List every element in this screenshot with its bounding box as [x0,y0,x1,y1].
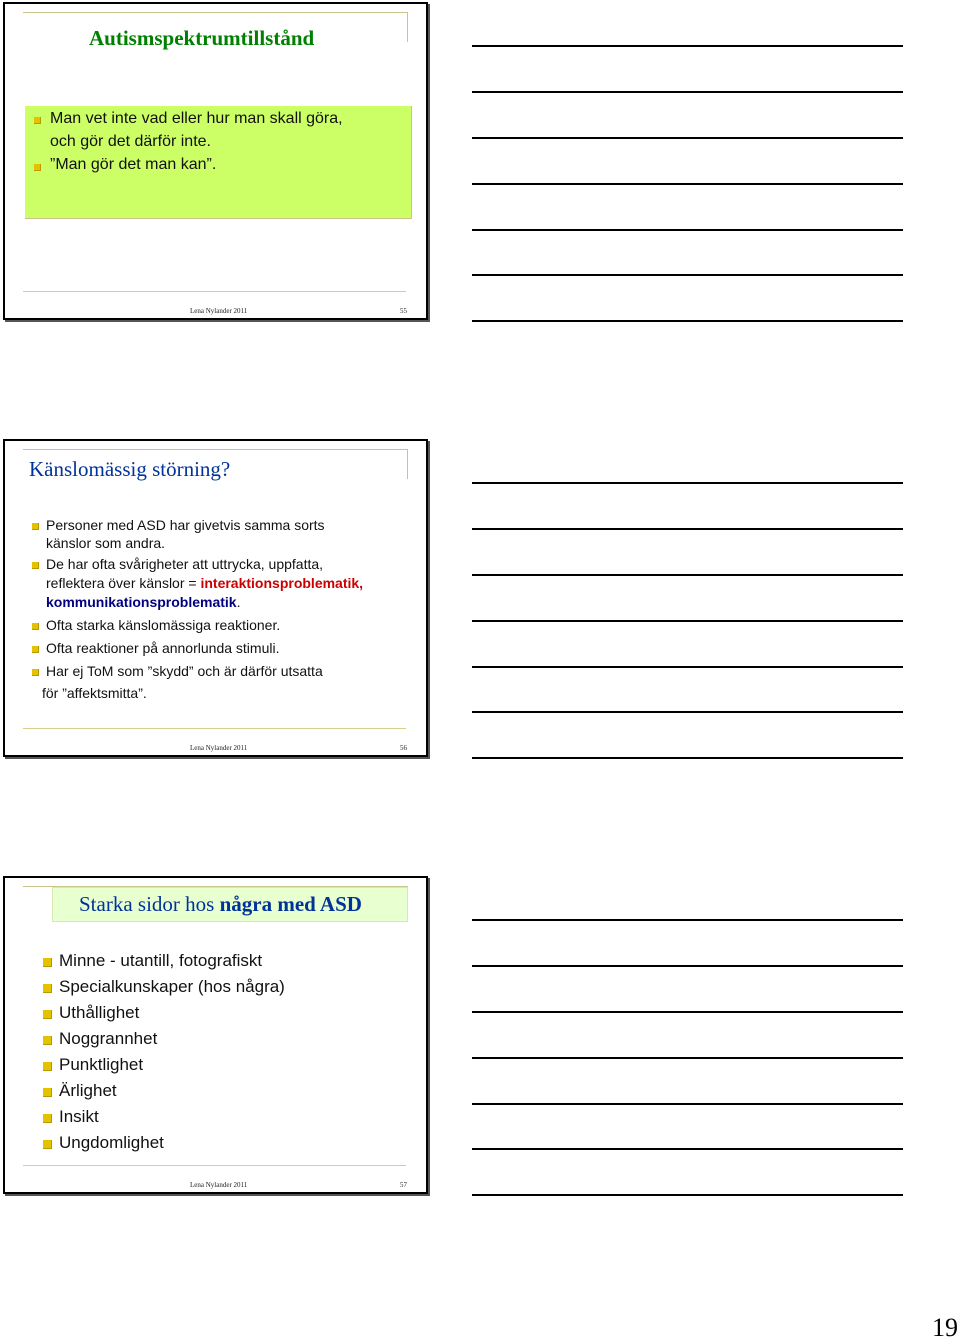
notes-line [472,711,903,713]
notes-line [472,757,903,759]
notes-line [472,528,903,530]
notes-line [472,919,903,921]
bullet-text: reflektera över känslor = [46,575,201,591]
bullet-text: Punktlighet [59,1055,144,1074]
notes-line [472,482,903,484]
bullet-text: Personer med ASD har givetvis samma sorts [46,517,325,533]
bullet-icon [43,984,52,993]
bullet-text: för ”affektsmitta”. [42,685,147,701]
notes-line [472,183,903,185]
bullet-icon [43,1088,52,1097]
footer-divider [23,728,406,729]
bullet-text-line [46,575,363,591]
highlight-blue-text: kommunikationsproblematik [46,594,237,610]
bullet-icon [32,523,39,530]
notes-line [472,229,903,231]
notes-line [472,320,903,322]
footer-page-number: 57 [400,1181,407,1189]
slide-title: Autismspektrumtillstånd [89,26,315,50]
notes-line [472,965,903,967]
slide-title: Känslomässig störning? [29,457,231,481]
slide-57 [3,876,428,1194]
notes-line [472,45,903,47]
bullet-text: Noggrannhet [59,1029,158,1048]
bullet-icon [32,562,39,569]
bullet-text: Man vet inte vad eller hur man skall göra, [50,110,343,127]
page-number: 19 [932,1313,958,1342]
bullet-text: Ungdomlighet [59,1133,164,1152]
highlight-red-text: interaktionsproblematik, [200,575,364,591]
title-bold: några med ASD [219,892,362,916]
notes-line [472,274,903,276]
footer-page-number: 55 [400,307,407,315]
notes-line [472,666,903,668]
bullet-icon [32,646,39,653]
bullet-text: känslor som andra. [46,535,166,551]
slide-title [79,892,362,917]
bullet-icon [32,669,39,676]
notes-line [472,1148,903,1150]
footer-page-number: 56 [400,744,407,752]
bullet-icon [43,958,52,967]
bullet-text: Minne - utantill, fotografiskt [59,951,263,970]
bullet-text: ”Man gör det man kan”. [50,156,217,173]
bullet-icon [43,1140,52,1149]
slide-56 [3,439,428,757]
footer-author: Lena Nylander 2011 [190,744,248,752]
footer-author: Lena Nylander 2011 [190,307,248,315]
bullet-icon [43,1114,52,1123]
title-plain: Starka sidor hos [79,892,220,916]
bullet-text-line [46,594,240,610]
bullet-text: Ofta reaktioner på annorlunda stimuli. [46,640,280,656]
notes-line [472,574,903,576]
footer-divider [23,1165,406,1166]
bullet-text: Ofta starka känslomässiga reaktioner. [46,617,281,633]
footer-author: Lena Nylander 2011 [190,1181,248,1189]
notes-line [472,137,903,139]
bullet-text: De har ofta svårigheter att uttrycka, uppfatta, [46,556,324,572]
bullet-text: Har ej ToM som ”skydd” och är därför utsatta [46,663,323,679]
slide-55 [3,2,428,320]
bullet-text: Specialkunskaper (hos några) [59,977,285,996]
notes-line [472,1103,903,1105]
bullet-icon [34,164,41,171]
bullet-text: och gör det därför inte. [50,133,211,150]
notes-line [472,91,903,93]
notes-line [472,1194,903,1196]
bullet-icon [34,117,41,124]
notes-line [472,1011,903,1013]
bullet-text: Uthållighet [59,1003,140,1022]
bullet-icon [43,1036,52,1045]
footer-divider [23,291,406,292]
bullet-icon [43,1062,52,1071]
notes-line [472,620,903,622]
bullet-text: Ärlighet [59,1081,117,1100]
bullet-text: . [236,594,241,610]
bullet-text: Insikt [59,1107,99,1126]
bullet-icon [43,1010,52,1019]
notes-line [472,1057,903,1059]
bullet-icon [32,623,39,630]
